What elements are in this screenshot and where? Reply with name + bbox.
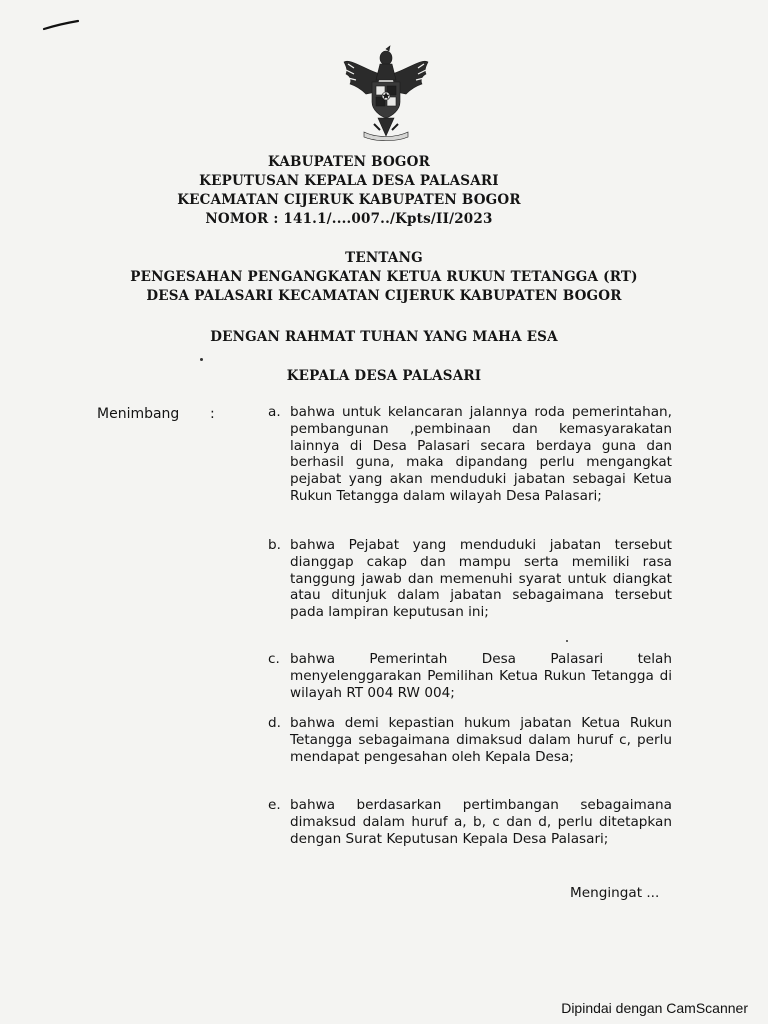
consideration-item (268, 715, 672, 765)
pen-mark-icon (42, 18, 82, 32)
preamble (0, 328, 768, 347)
item-text: bahwa demi kepastian hukum jabatan Ketua Rukun Tetangga sebagaimana dimaksud dalam huruf c, perlu mendapat pengesahan oleh Kepala Desa; (290, 715, 672, 765)
item-text: bahwa Pejabat yang menduduki jabatan tersebut dianggap cakap dan mampu serta memiliki rasa tanggung jawab dan memenuhi syarat untuk diangkat atau ditunjuk dalam jabatan sebagaimana tersebut pada lampiran keputusan ini; (290, 537, 672, 621)
district-title: KECAMATAN CIJERUK KABUPATEN BOGOR (177, 192, 521, 208)
item-letter: d. (268, 715, 281, 731)
scan-speck (566, 640, 568, 642)
scan-speck (200, 358, 203, 361)
continuation-text: Mengingat ... (570, 885, 660, 901)
subject-block (0, 249, 768, 306)
item-letter: e. (268, 797, 281, 813)
consideration-item (268, 797, 672, 847)
document-header (0, 153, 768, 229)
item-text: bahwa berdasarkan pertimbangan sebagaimana dimaksud dalam huruf a, b, c dan d, perlu ditetapkan dengan Surat Keputusan Kepala Desa Palasari; (290, 797, 672, 847)
consideration-item (268, 537, 672, 621)
regency-title: KABUPATEN BOGOR (267, 154, 431, 170)
item-text: bahwa untuk kelancaran jalannya roda pemerintahan, pembangunan ,pembinaan dan kemasyarakatan lainnya di Desa Palasari secara berdaya guna dan berhasil guna, maka dipandang perlu mengangkat pejabat yang akan menduduki jabatan sebagai Ketua Rukun Tetangga dalam wilayah Desa Palasari; (290, 404, 672, 504)
menimbang-label: Menimbang (97, 406, 180, 422)
consideration-item (268, 404, 672, 505)
item-letter: a. (268, 404, 281, 420)
menimbang-colon: : (210, 406, 215, 422)
official-title (0, 367, 768, 386)
decree-number: NOMOR : 141.1/....007../Kpts/II/2023 (205, 211, 493, 227)
item-letter: b. (268, 537, 281, 553)
official-text: KEPALA DESA PALASARI (286, 368, 482, 384)
preamble-text: DENGAN RAHMAT TUHAN YANG MAHA ESA (210, 329, 558, 345)
subject-line-2: DESA PALASARI KECAMATAN CIJERUK KABUPATEN BOGOR (146, 288, 622, 304)
decree-title: KEPUTUSAN KEPALA DESA PALASARI (199, 173, 499, 189)
item-letter: c. (268, 651, 280, 667)
camscanner-watermark: Dipindai dengan CamScanner (561, 1000, 748, 1016)
subject-line-1: PENGESAHAN PENGANGKATAN KETUA RUKUN TETANGGA (RT) (130, 269, 638, 285)
consideration-item (268, 651, 672, 701)
garuda-emblem-icon (336, 44, 436, 144)
tentang-heading: TENTANG (345, 250, 423, 266)
item-text: bahwa Pemerintah Desa Palasari telah menyelenggarakan Pemilihan Ketua Rukun Tetangga di wilayah RT 004 RW 004; (290, 651, 672, 701)
